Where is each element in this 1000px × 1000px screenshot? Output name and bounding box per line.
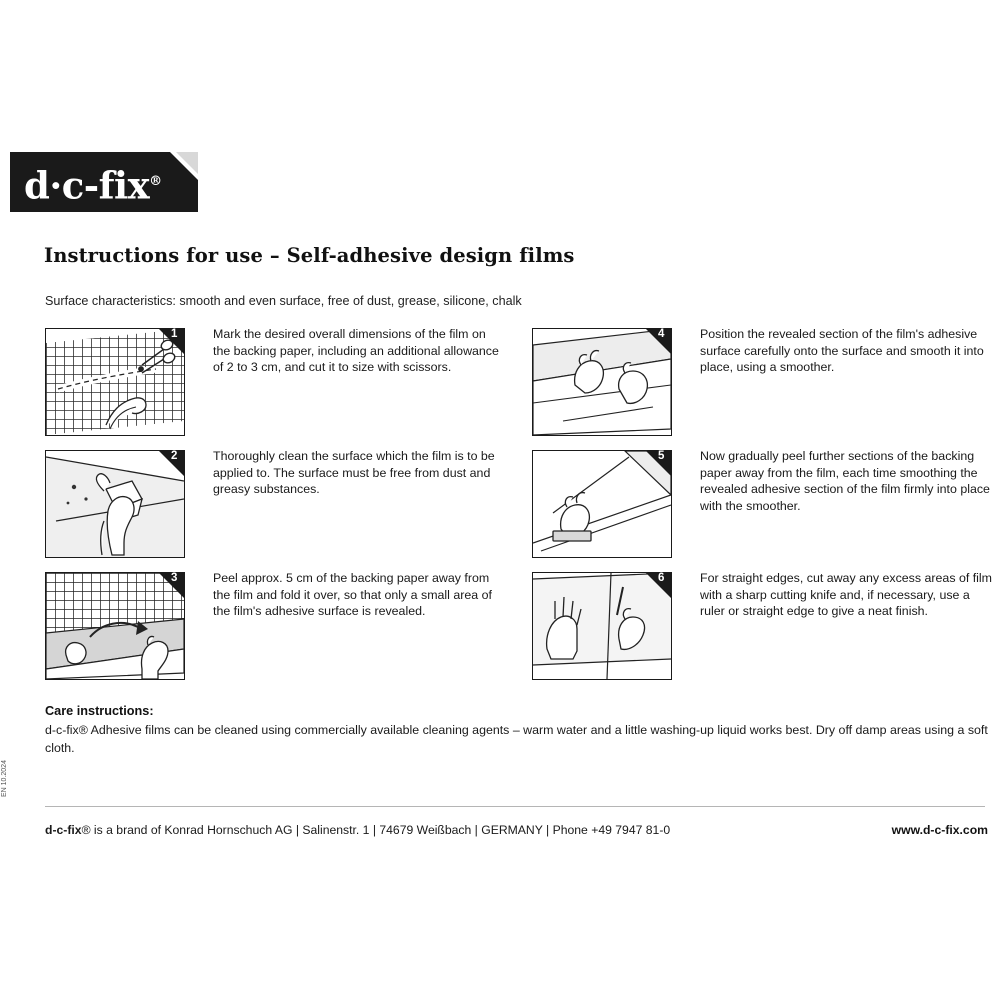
step-5-number: 5 [658, 450, 665, 462]
footer-divider [45, 806, 985, 807]
logo-registered-mark: ® [149, 174, 162, 189]
step-2-number: 2 [171, 450, 178, 462]
footer-company-info [45, 823, 670, 837]
step-3-number: 3 [171, 572, 178, 584]
step-3-text: Peel approx. 5 cm of the backing paper away from the film and fold it over, so that only a small area of the film's adhesive surface is revealed. [213, 571, 492, 619]
step-1-number: 1 [171, 328, 178, 340]
step-6-number: 6 [658, 572, 665, 584]
step-6-text: For straight edges, cut away any excess areas of film with a sharp cutting knife and, if necessary, use a ruler or straight edge to give a neat finish. [700, 571, 992, 619]
footer-company-rest: is a brand of Konrad Hornschuch AG | Salinenstr. 1 | 74679 Weißbach | GERMANY | Phone +49 7947 81-0 [90, 823, 671, 837]
step-2-text: Thoroughly clean the surface which the film is to be applied to. The surface must be free from dust and greasy substances. [213, 449, 495, 497]
dc-fix-logo [10, 152, 198, 212]
peeled-corner-shade-icon [176, 152, 198, 174]
step-1-text: Mark the desired overall dimensions of the film on the backing paper, including an additional allowance of 2 to 3 cm, and cut it to size with scissors. [213, 327, 499, 375]
page-title: Instructions for use – Self-adhesive design films [44, 244, 575, 267]
footer-website-link[interactable]: www.d-c-fix.com [891, 823, 988, 837]
step-4-number: 4 [658, 328, 665, 340]
logo-wordmark: d·c-fix® [24, 163, 162, 208]
footer-brand: d-c-fix [45, 823, 82, 837]
surface-characteristics-text: Surface characteristics: smooth and even surface, free of dust, grease, silicone, chalk [45, 294, 522, 308]
footer-registered-mark: ® [81, 823, 91, 837]
document-revision-code: EN 10.2024 [1, 760, 8, 797]
care-instructions-title: Care instructions: [45, 704, 154, 718]
step-5-text: Now gradually peel further sections of the backing paper away from the film, each time smoothing the revealed adhesive section of the film firmly into place with the smoother. [700, 449, 990, 513]
step-4-text: Position the revealed section of the film's adhesive surface carefully onto the surface and smooth it into place, using a smoother. [700, 327, 984, 375]
care-instructions-body: d-c-fix® Adhesive films can be cleaned using commercially available cleaning agents – warm water and a little washing-up liquid works best. Dry off damp areas using a soft cloth. [45, 723, 988, 755]
